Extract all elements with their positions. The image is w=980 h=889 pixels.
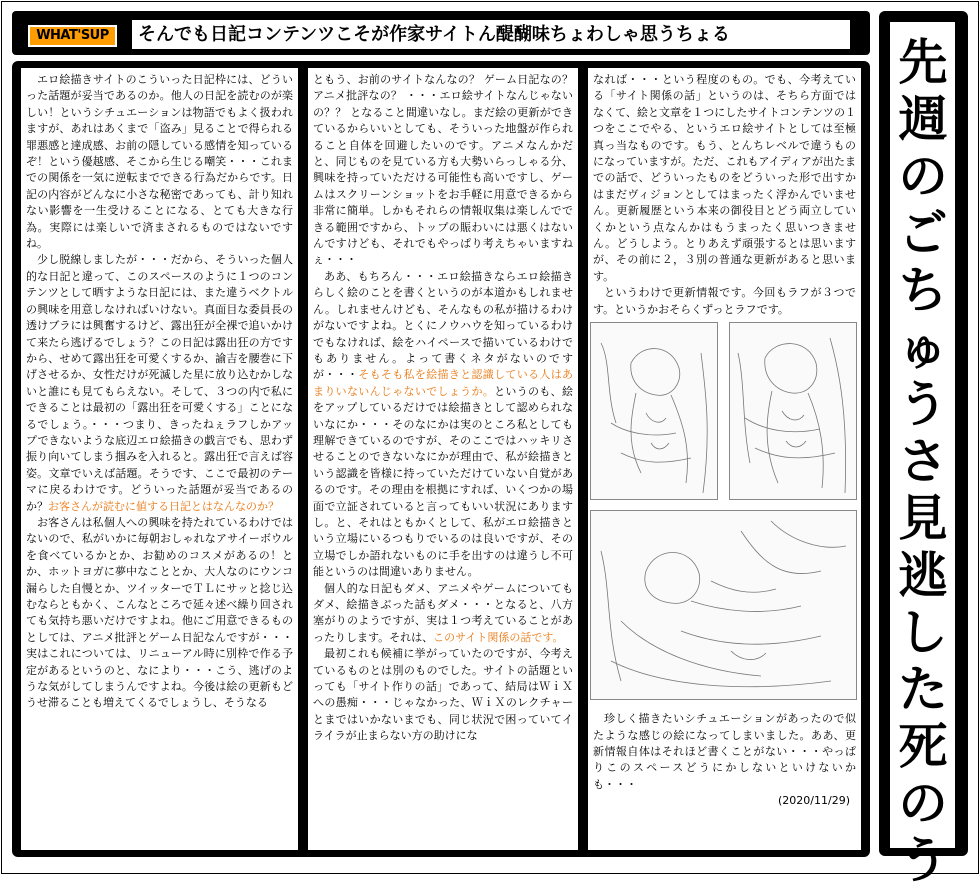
- paragraph: 少し脱線しましたが・・・だから、そういった個人的な日記と違って、このスペースのように１つのコンテンツとして晒すような日記には、また違うベクトルの興味を用意しなければいけない。真面目な委員長の透けブラには興奮するけど、露出狂が全裸で追いかけて来たら逃げるでしょう？この日記は露出狂の方ですから、せめて露出狂を可愛くするか、諭吉を腰巻に下げさせるか、女性だけが死滅した星に放り込むかしないと誰にも見てもらえない。そして、３つの内で私にできることは最初の「露出狂を可愛くする」ことになるでしょう。・・・つまり、きったねぇラフしかアップできないような底辺エロ絵描きの戯言でも、思わず振り向いてしまう掴みを入れると。露出狂で言えば容姿。文章でいえば話題。そうです、ここで最初のテーマに戻るわけです。どういった話題が妥当であるのか？お客さんが読むに値する日記とはなんなのか？: [26, 253, 293, 513]
- paragraph: 最初これも候補に挙がっていたのですが、今考えているものとは別のものでした。サイトの話題といっても「サイト作りの話」であって、結局はＷｉＸへの愚痴・・・じゃなかった、ＷｉＸのレクチャーとまではいかないまでも、同じ状況で困っていてイライラが止まらない方の助けにな: [313, 647, 573, 743]
- sketch-drawing: [591, 511, 856, 699]
- paragraph: 珍しく描きたいシチュエーションがあったので似たような感じの絵になってしまいました。ああ、更新情報自体はそれほど書くことがない・・・やっぱりこのスペースどうにかしないといけないかも・・・: [593, 712, 856, 791]
- whatsup-logo: WHAT'SUP: [28, 25, 117, 47]
- sketch-drawing: [730, 323, 856, 499]
- text-column-3: [588, 68, 861, 850]
- paragraph: 個人的な日記もダメ、アニメやゲームについてもダメ、絵描きぶった話もダメ・・・となると、八方塞がりのようですが、実は１つ考えていることがあったりします。それは、このサイト関係の話です。: [313, 581, 573, 644]
- paragraph: ともう、お前のサイトなんなの？ ゲーム日記なの？ アニメ批評なの？ ・・・エロ絵サイトなんじゃないの？？ となること間違いなし。まだ絵の更新ができているからいいとしても、そういった地盤が作られること自体を回避したいのです。アニメなんかだと、同じものを見ている方も大勢いらっしゃる分、興味を持っていただける可能性も高いですし、ゲームはスクリーンショットをお手軽に用意できるから非常に簡単。しかもそれらの情報収集は楽しんでできる範囲ですから、トップの賑わいには悪くはないんですけども、それでもやっぱり考えちゃいますねぇ・・・: [313, 73, 573, 267]
- highlight-text: お客さんが読むに値する日記とはなんなのか？: [48, 499, 279, 513]
- sketch-drawing: [591, 323, 717, 499]
- highlight-text: このサイト関係の話です。: [433, 630, 564, 644]
- paragraph: エロ絵描きサイトのこういった日記枠には、どういった話題が妥当であるのか。他人の日記を読むのが楽しい！というシチュエーションは物語でもよく扱われますが、あれはあくまで「盗み」見ることで得られる罪悪感と達成感、お前の隠している感情を知っているぞ！という優越感、そこから生じる嘲笑・・・これまでの関係を一気に逆転までできる行為だからです。日記の内容がどんなに小さな秘密であっても、計り知れない影響を一生受けることになる、とても大きな行為。実際には楽しいで済まされるものではないですね。: [26, 73, 293, 251]
- page-title: そんでも日記コンテンツこそが作家サイトん醍醐味ちょわしゃ思うちょる: [138, 24, 730, 45]
- paragraph: お客さんは私個人への興味を持たれているわけではないので、私がいかに毎朝おしゃれなアサイーボウルを食べているかとか、お勧めのコスメがあるの！とか、ホットヨガに夢中なこととか、大人なのにウンコ漏らした自慢とか、ツイッターでＴＬにサッと捻じ込むならともかく、こんなところで延々述べ繰り回されても気持ち悪いだけですよね。他にご用意できるものとしては、アニメ批評とゲーム日記なんですが・・・実はこれについては、リニューアル時に別枠で作る予定があるというのと、なにより・・・こう、逃げのような気がしてしまうんですよね。今後は絵の更新もどうせ滞ることも増えてくるでしょうし、そうなる: [26, 515, 293, 710]
- sketch-image-2[interactable]: [729, 322, 857, 500]
- sketch-image-3[interactable]: [590, 510, 857, 700]
- paragraph: ああ、もちろん・・・エロ絵描きならエロ絵描きらしく絵のことを書くというのが本道かもしれません。しれませんけども、そんなもの私が描けるわけがないですよね。とくにノウハウを知っているわけでもなければ、絵をハイペースで描いているわけでもありません。よって書くネタがないのですが・・・そもそも私を絵描きと認識している人はあまりいないんじゃないでしょうか。というのも、絵をアップしているだけでは絵描きとして認められないなにか・・・そのなにかは実のところ私としても理解できているのですが、そのここではハッキリさせることのできないなにかが理由で、私が絵描きという認識を皆様に持っていただけていない自覚があるのです。その理由を根拠にすれば、いくつかの場面で立証されていると言ってもいい状況にありますし。と、それはともかくとして、私がエロ絵描きという立場にいるつもりでいるのは良いですが、その立場でしか語れないものに手を出すのは違うし不可能というのは間違いありません。: [313, 269, 574, 579]
- post-date: (2020/11/29): [778, 794, 850, 808]
- sidebar-title: 先週のごちゅうさ見逃した死のう: [898, 34, 948, 889]
- sketch-gallery: [588, 322, 861, 707]
- text-column-1: [21, 68, 298, 850]
- highlight-text: そもそも私を絵描きと認識している人はあまりいないんじゃないでしょうか。: [313, 368, 574, 398]
- text-column-2: [308, 68, 578, 850]
- paragraph: なれば・・・という程度のもの。でも、今考えている「サイト関係の話」というのは、そちら方面ではなくて、絵と文章を１つにしたサイトコンテンツの１つをここでやる、というエロ絵サイトとしては至極真っ当なものです。もう、とんちレベルで違うものになっていますが。ただ、これもアイディアが出たまでの話で、どういったものをどういった形で出すかはまだヴィジョンとしてはまったく浮かんでいません。更新履歴という本来の御役目とどう両立していくかという点なんかはもうまったく思いつきません。どうしよう。とりあえず頑張するとは思いますが、その前に２，３別の普通な更新があると思います。: [593, 73, 856, 283]
- sketch-image-1[interactable]: [590, 322, 718, 500]
- paragraph: というわけで更新情報です。今回もラフが３つです。というかおそらくずっとラフです。: [593, 286, 856, 316]
